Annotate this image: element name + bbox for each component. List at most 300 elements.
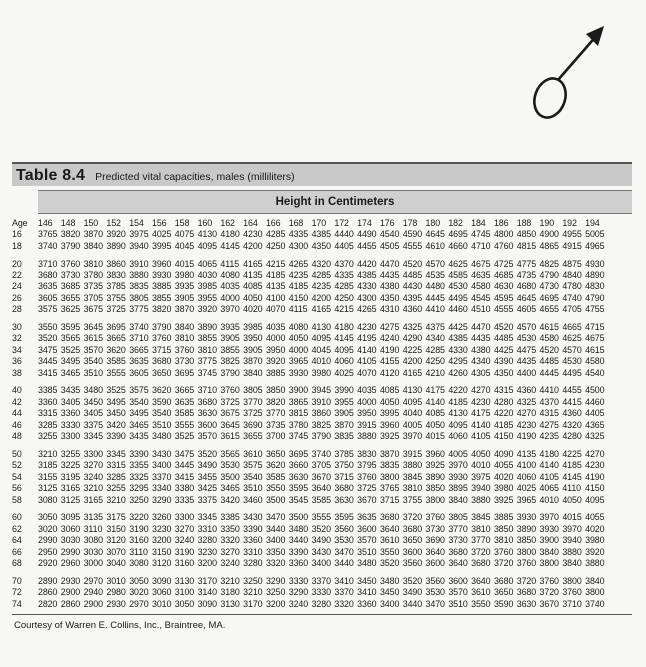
capacity-cell: 4325: [585, 431, 605, 442]
capacity-cell: 3840: [562, 557, 582, 568]
capacity-cell: 3310: [243, 546, 263, 557]
capacity-cell: 4370: [539, 396, 559, 407]
capacity-cell: 3320: [265, 557, 286, 568]
capacity-cell: 3635: [357, 512, 377, 523]
capacity-cell: 4290: [402, 333, 423, 344]
capacity-cell: 3530: [425, 587, 445, 598]
capacity-cell: 3710: [129, 333, 149, 344]
capacity-cell: 4130: [448, 408, 468, 419]
capacity-cell: 4350: [311, 240, 331, 251]
capacity-cell: 3870: [334, 419, 354, 430]
capacity-cell: 3450: [106, 408, 126, 419]
capacity-cell: 3315: [106, 460, 126, 471]
capacity-cell: 3050: [129, 575, 149, 586]
capacity-cell: 3810: [83, 258, 103, 269]
capacity-cell: 3735: [265, 419, 286, 430]
capacity-cell: 4220: [493, 408, 514, 419]
capacity-cell: 3270: [220, 546, 240, 557]
capacity-cell: 4055: [493, 460, 514, 471]
capacity-cell: 4145: [562, 471, 582, 482]
capacity-cell: 4080: [288, 322, 309, 333]
capacity-cell: 4005: [448, 448, 468, 459]
capacity-cell: 3565: [60, 333, 81, 344]
capacity-cell: 4555: [402, 240, 423, 251]
capacity-cell: 4270: [585, 448, 605, 459]
age-cell: 44: [12, 408, 22, 419]
capacity-cell: 3345: [197, 512, 217, 523]
capacity-cell: 4280: [562, 431, 582, 442]
capacity-cell: 3410: [357, 587, 377, 598]
capacity-cell: 3695: [288, 448, 309, 459]
capacity-cell: 3980: [174, 270, 195, 281]
capacity-cell: 4410: [425, 304, 445, 315]
capacity-cell: 4755: [585, 304, 605, 315]
capacity-cell: 3635: [38, 281, 58, 292]
capacity-cell: 4100: [265, 292, 286, 303]
capacity-cell: 4055: [585, 512, 605, 523]
capacity-cell: 3645: [220, 419, 240, 430]
capacity-cell: 3555: [106, 367, 126, 378]
capacity-cell: 3340: [151, 483, 172, 494]
capacity-cell: 4590: [402, 229, 423, 240]
capacity-cell: 4480: [425, 281, 445, 292]
capacity-cell: 3680: [448, 546, 468, 557]
table-row: [12, 333, 608, 344]
capacity-cell: 3610: [379, 535, 400, 546]
height-header-cell: 184: [471, 218, 486, 228]
table-row: [12, 483, 608, 494]
capacity-cell: 3410: [334, 575, 354, 586]
capacity-cell: 3885: [493, 512, 514, 523]
table-row: [12, 293, 608, 304]
capacity-cell: 4140: [471, 419, 491, 430]
capacity-cell: 3170: [197, 575, 217, 586]
capacity-cell: 4285: [265, 229, 286, 240]
capacity-cell: 3745: [197, 367, 217, 378]
capacity-cell: 4900: [539, 229, 559, 240]
capacity-cell: 3825: [311, 419, 331, 430]
capacity-cell: 4135: [516, 448, 537, 459]
capacity-cell: 3435: [60, 385, 81, 396]
capacity-cell: 3935: [174, 281, 195, 292]
capacity-cell: 3630: [334, 494, 354, 505]
capacity-cell: 4115: [220, 258, 240, 269]
capacity-cell: 3805: [243, 385, 263, 396]
capacity-cell: 3655: [243, 431, 263, 442]
capacity-cell: 4455: [357, 240, 377, 251]
capacity-cell: 4625: [562, 333, 582, 344]
capacity-cell: 3210: [83, 483, 103, 494]
table-subtitle: Predicted vital capacities, males (milliliters): [95, 171, 295, 183]
age-cell: 20: [12, 258, 22, 269]
capacity-cell: 4415: [562, 396, 582, 407]
capacity-cell: 4760: [493, 240, 514, 251]
capacity-cell: 4050: [288, 333, 309, 344]
grid-body: [12, 229, 608, 610]
capacity-cell: 3925: [493, 494, 514, 505]
capacity-cell: 3885: [265, 367, 286, 378]
capacity-cell: 3465: [60, 367, 81, 378]
capacity-cell: 4100: [516, 460, 537, 471]
capacity-cell: 3970: [448, 460, 468, 471]
capacity-cell: 4405: [334, 240, 354, 251]
capacity-cell: 3450: [357, 575, 377, 586]
capacity-cell: 3885: [151, 281, 172, 292]
capacity-cell: 3665: [174, 385, 195, 396]
capacity-cell: 4840: [562, 270, 582, 281]
capacity-cell: 3490: [311, 535, 331, 546]
table-row: [12, 558, 608, 569]
height-header-cell: 192: [562, 218, 577, 228]
capacity-cell: 3570: [357, 535, 377, 546]
capacity-cell: 3700: [265, 431, 286, 442]
capacity-cell: 4500: [585, 385, 605, 396]
capacity-cell: 3980: [585, 535, 605, 546]
capacity-cell: 3725: [357, 483, 377, 494]
capacity-cell: 4175: [471, 408, 491, 419]
capacity-cell: 3710: [197, 385, 217, 396]
capacity-cell: 3745: [288, 431, 309, 442]
capacity-cell: 3095: [60, 512, 81, 523]
capacity-cell: 3405: [60, 396, 81, 407]
capacity-cell: 3380: [174, 483, 195, 494]
capacity-cell: 3845: [471, 512, 491, 523]
capacity-cell: 3925: [425, 460, 445, 471]
capacity-cell: 4435: [471, 333, 491, 344]
capacity-cell: 4725: [493, 258, 514, 269]
capacity-cell: 4080: [220, 270, 240, 281]
capacity-cell: 4300: [288, 240, 309, 251]
capacity-cell: 3390: [243, 523, 263, 534]
capacity-cell: 3400: [265, 535, 286, 546]
capacity-cell: 3665: [129, 344, 149, 355]
capacity-cell: 4065: [197, 258, 217, 269]
capacity-cell: 4165: [311, 304, 331, 315]
capacity-cell: 4340: [471, 356, 491, 367]
capacity-cell: 3970: [220, 304, 240, 315]
capacity-cell: 3970: [539, 512, 559, 523]
capacity-cell: 4310: [379, 304, 400, 315]
capacity-cell: 3840: [83, 240, 103, 251]
capacity-cell: 3790: [220, 367, 240, 378]
capacity-cell: 3905: [174, 292, 195, 303]
capacity-cell: 4665: [562, 322, 582, 333]
capacity-cell: 4235: [311, 281, 331, 292]
capacity-cell: 4275: [379, 322, 400, 333]
capacity-cell: 3210: [243, 587, 263, 598]
capacity-cell: 3800: [539, 557, 559, 568]
capacity-cell: 3240: [288, 598, 309, 609]
capacity-cell: 3820: [151, 304, 172, 315]
capacity-cell: 3890: [106, 240, 126, 251]
capacity-cell: 3930: [539, 523, 559, 534]
age-cell: 54: [12, 471, 22, 482]
age-cell: 24: [12, 281, 22, 292]
capacity-cell: 4280: [493, 396, 514, 407]
height-header-cell: 156: [151, 218, 167, 228]
age-cell: 56: [12, 483, 22, 494]
capacity-cell: 4265: [357, 304, 377, 315]
capacity-cell: 5005: [585, 229, 605, 240]
capacity-cell: 3415: [38, 367, 58, 378]
table-row: [12, 270, 608, 281]
capacity-cell: 4000: [220, 292, 240, 303]
male-symbol-icon: [526, 20, 616, 130]
capacity-cell: 3750: [334, 460, 354, 471]
capacity-cell: 4090: [493, 448, 514, 459]
capacity-cell: 3135: [83, 512, 103, 523]
capacity-cell: 3865: [288, 396, 309, 407]
capacity-cell: 3560: [334, 523, 354, 534]
capacity-cell: 4265: [288, 258, 309, 269]
capacity-cell: 3720: [402, 512, 423, 523]
capacity-cell: 3870: [243, 356, 263, 367]
table-row: [12, 368, 608, 379]
capacity-cell: 3290: [288, 587, 309, 598]
capacity-cell: 3880: [471, 494, 491, 505]
capacity-cell: 3740: [311, 448, 331, 459]
capacity-cell: 3910: [311, 396, 331, 407]
capacity-cell: 3810: [174, 333, 195, 344]
capacity-cell: 3775: [197, 356, 217, 367]
capacity-cell: 4120: [379, 367, 400, 378]
capacity-cell: 3330: [60, 419, 81, 430]
capacity-cell: 4775: [516, 258, 537, 269]
capacity-cell: 3165: [83, 494, 103, 505]
age-cell: 38: [12, 367, 22, 378]
capacity-cell: 2940: [83, 587, 103, 598]
capacity-cell: 4425: [448, 322, 468, 333]
capacity-cell: 4315: [539, 408, 559, 419]
capacity-cell: 3830: [106, 270, 126, 281]
table-row: [12, 535, 608, 546]
capacity-cell: 4495: [448, 292, 468, 303]
age-cell: 58: [12, 494, 22, 505]
capacity-cell: 4185: [265, 270, 286, 281]
capacity-cell: 2980: [106, 587, 126, 598]
capacity-cell: 3475: [38, 344, 58, 355]
capacity-cell: 3795: [357, 460, 377, 471]
capacity-cell: 3930: [516, 512, 537, 523]
capacity-cell: 3570: [448, 587, 468, 598]
capacity-cell: 4155: [379, 356, 400, 367]
age-cell: 22: [12, 270, 22, 281]
capacity-cell: 4105: [357, 356, 377, 367]
capacity-cell: 3790: [151, 322, 172, 333]
capacity-cell: 3385: [220, 512, 240, 523]
capacity-cell: 4230: [585, 460, 605, 471]
capacity-cell: 4715: [585, 322, 605, 333]
capacity-cell: 4060: [334, 356, 354, 367]
capacity-cell: 3980: [311, 367, 331, 378]
capacity-cell: 4630: [493, 281, 514, 292]
capacity-cell: 4445: [539, 367, 559, 378]
capacity-cell: 3855: [197, 333, 217, 344]
capacity-cell: 3150: [151, 546, 172, 557]
capacity-cell: 3905: [243, 344, 263, 355]
capacity-cell: 3760: [220, 385, 240, 396]
capacity-cell: 3540: [151, 408, 172, 419]
capacity-cell: 4185: [288, 281, 309, 292]
capacity-cell: 3500: [220, 471, 240, 482]
table-row: [12, 576, 608, 587]
height-header-cell: 152: [106, 218, 121, 228]
capacity-cell: 3630: [288, 471, 309, 482]
capacity-cell: 3000: [83, 557, 103, 568]
height-header-cell: 166: [265, 218, 281, 228]
capacity-cell: 4230: [471, 396, 491, 407]
capacity-cell: 3905: [220, 333, 240, 344]
capacity-cell: 3680: [471, 557, 491, 568]
capacity-cell: 3765: [379, 483, 400, 494]
capacity-cell: 4890: [585, 270, 605, 281]
age-cell: 70: [12, 575, 22, 586]
table-row: [12, 345, 608, 356]
capacity-cell: 3625: [60, 304, 81, 315]
capacity-cell: 4580: [585, 356, 605, 367]
capacity-cell: 4200: [402, 356, 423, 367]
capacity-cell: 3490: [402, 587, 423, 598]
capacity-cell: 3255: [60, 448, 81, 459]
capacity-cell: 4140: [539, 460, 559, 471]
capacity-cell: 4140: [425, 396, 445, 407]
capacity-cell: 3855: [220, 344, 240, 355]
capacity-cell: 3900: [539, 535, 559, 546]
capacity-cell: 3815: [288, 408, 309, 419]
capacity-cell: 3760: [516, 557, 537, 568]
capacity-cell: 3675: [83, 304, 103, 315]
capacity-cell: 3775: [129, 304, 149, 315]
capacity-cell: 3550: [38, 322, 58, 333]
capacity-cell: 2960: [60, 557, 81, 568]
capacity-cell: 3590: [493, 598, 514, 609]
capacity-cell: 4000: [265, 333, 286, 344]
capacity-cell: 3940: [562, 535, 582, 546]
capacity-cell: 4150: [585, 483, 605, 494]
capacity-cell: 3880: [402, 460, 423, 471]
table-row: [12, 385, 608, 396]
capacity-cell: 3975: [129, 229, 149, 240]
capacity-cell: 3420: [106, 419, 126, 430]
capacity-cell: 4190: [379, 344, 400, 355]
capacity-cell: 4645: [425, 229, 445, 240]
table-row: [12, 460, 608, 471]
capacity-cell: 3705: [83, 292, 103, 303]
capacity-cell: 4020: [243, 304, 263, 315]
capacity-cell: 4235: [288, 270, 309, 281]
capacity-cell: 3695: [174, 367, 195, 378]
capacity-cell: 3560: [425, 575, 445, 586]
capacity-cell: 4320: [311, 258, 331, 269]
capacity-cell: 4360: [516, 385, 537, 396]
capacity-cell: 4655: [539, 304, 559, 315]
capacity-cell: 3520: [311, 523, 331, 534]
capacity-cell: 4380: [379, 281, 400, 292]
height-header-label: Height in Centimeters: [275, 196, 395, 208]
capacity-cell: 3270: [83, 460, 103, 471]
capacity-cell: 3255: [38, 431, 58, 442]
capacity-cell: 3290: [151, 494, 172, 505]
capacity-cell: 3765: [38, 229, 58, 240]
capacity-cell: 4095: [334, 344, 354, 355]
capacity-cell: 3595: [288, 483, 309, 494]
capacity-cell: 3375: [197, 494, 217, 505]
age-cell: 46: [12, 419, 22, 430]
capacity-cell: 3240: [220, 557, 240, 568]
capacity-cell: 3480: [83, 385, 103, 396]
capacity-cell: 3740: [38, 240, 58, 251]
capacity-cell: 4580: [471, 281, 491, 292]
capacity-cell: 4240: [379, 333, 400, 344]
capacity-cell: 3345: [83, 431, 103, 442]
capacity-cell: 3715: [379, 494, 400, 505]
capacity-cell: 4200: [311, 292, 331, 303]
capacity-cell: 3255: [106, 483, 126, 494]
capacity-cell: 3330: [311, 587, 331, 598]
capacity-cell: 4790: [585, 292, 605, 303]
table-row: [12, 241, 608, 252]
height-header-cell: 168: [288, 218, 304, 228]
height-header-cell: 174: [357, 218, 372, 228]
table-row: [12, 281, 608, 292]
capacity-cell: 4060: [448, 431, 468, 442]
capacity-cell: 4135: [243, 270, 263, 281]
capacity-cell: 3680: [38, 270, 58, 281]
capacity-cell: 3825: [220, 356, 240, 367]
capacity-cell: 3030: [83, 546, 103, 557]
capacity-cell: 3850: [516, 535, 537, 546]
capacity-cell: 3680: [197, 396, 217, 407]
height-header-cell: 154: [129, 218, 144, 228]
capacity-cell: 3080: [38, 494, 58, 505]
capacity-cell: 3680: [516, 587, 537, 598]
height-header-cell: 182: [448, 218, 463, 228]
capacity-cell: 3470: [334, 546, 354, 557]
capacity-cell: 3730: [425, 523, 445, 534]
age-cell: 74: [12, 598, 22, 609]
capacity-cell: 3940: [129, 240, 149, 251]
capacity-cell: 4035: [265, 322, 286, 333]
capacity-cell: 4705: [562, 304, 582, 315]
capacity-cell: 4035: [220, 281, 240, 292]
capacity-cell: 4250: [425, 356, 445, 367]
capacity-cell: 4050: [379, 396, 400, 407]
capacity-cell: 4025: [151, 229, 172, 240]
capacity-cell: 3930: [151, 270, 172, 281]
age-cell: 48: [12, 431, 22, 442]
capacity-cell: 3585: [265, 471, 286, 482]
height-header-cell: 162: [220, 218, 235, 228]
capacity-cell: 3020: [38, 523, 58, 534]
capacity-cell: 3470: [425, 598, 445, 609]
age-cell: 68: [12, 557, 22, 568]
capacity-cell: 3120: [106, 535, 126, 546]
capacity-cell: 4790: [539, 270, 559, 281]
capacity-cell: 4595: [493, 292, 514, 303]
capacity-cell: 4130: [311, 322, 331, 333]
capacity-cell: 4250: [334, 292, 354, 303]
capacity-cell: 3585: [106, 356, 126, 367]
height-header-cell: 178: [402, 218, 418, 228]
capacity-cell: 3430: [311, 546, 331, 557]
height-header-cell: 148: [60, 218, 76, 228]
capacity-cell: 4230: [516, 419, 537, 430]
capacity-cell: 3685: [60, 281, 81, 292]
capacity-cell: 4470: [471, 322, 491, 333]
capacity-cell: 3430: [243, 512, 263, 523]
capacity-cell: 4190: [516, 431, 537, 442]
capacity-cell: 4825: [539, 258, 559, 269]
